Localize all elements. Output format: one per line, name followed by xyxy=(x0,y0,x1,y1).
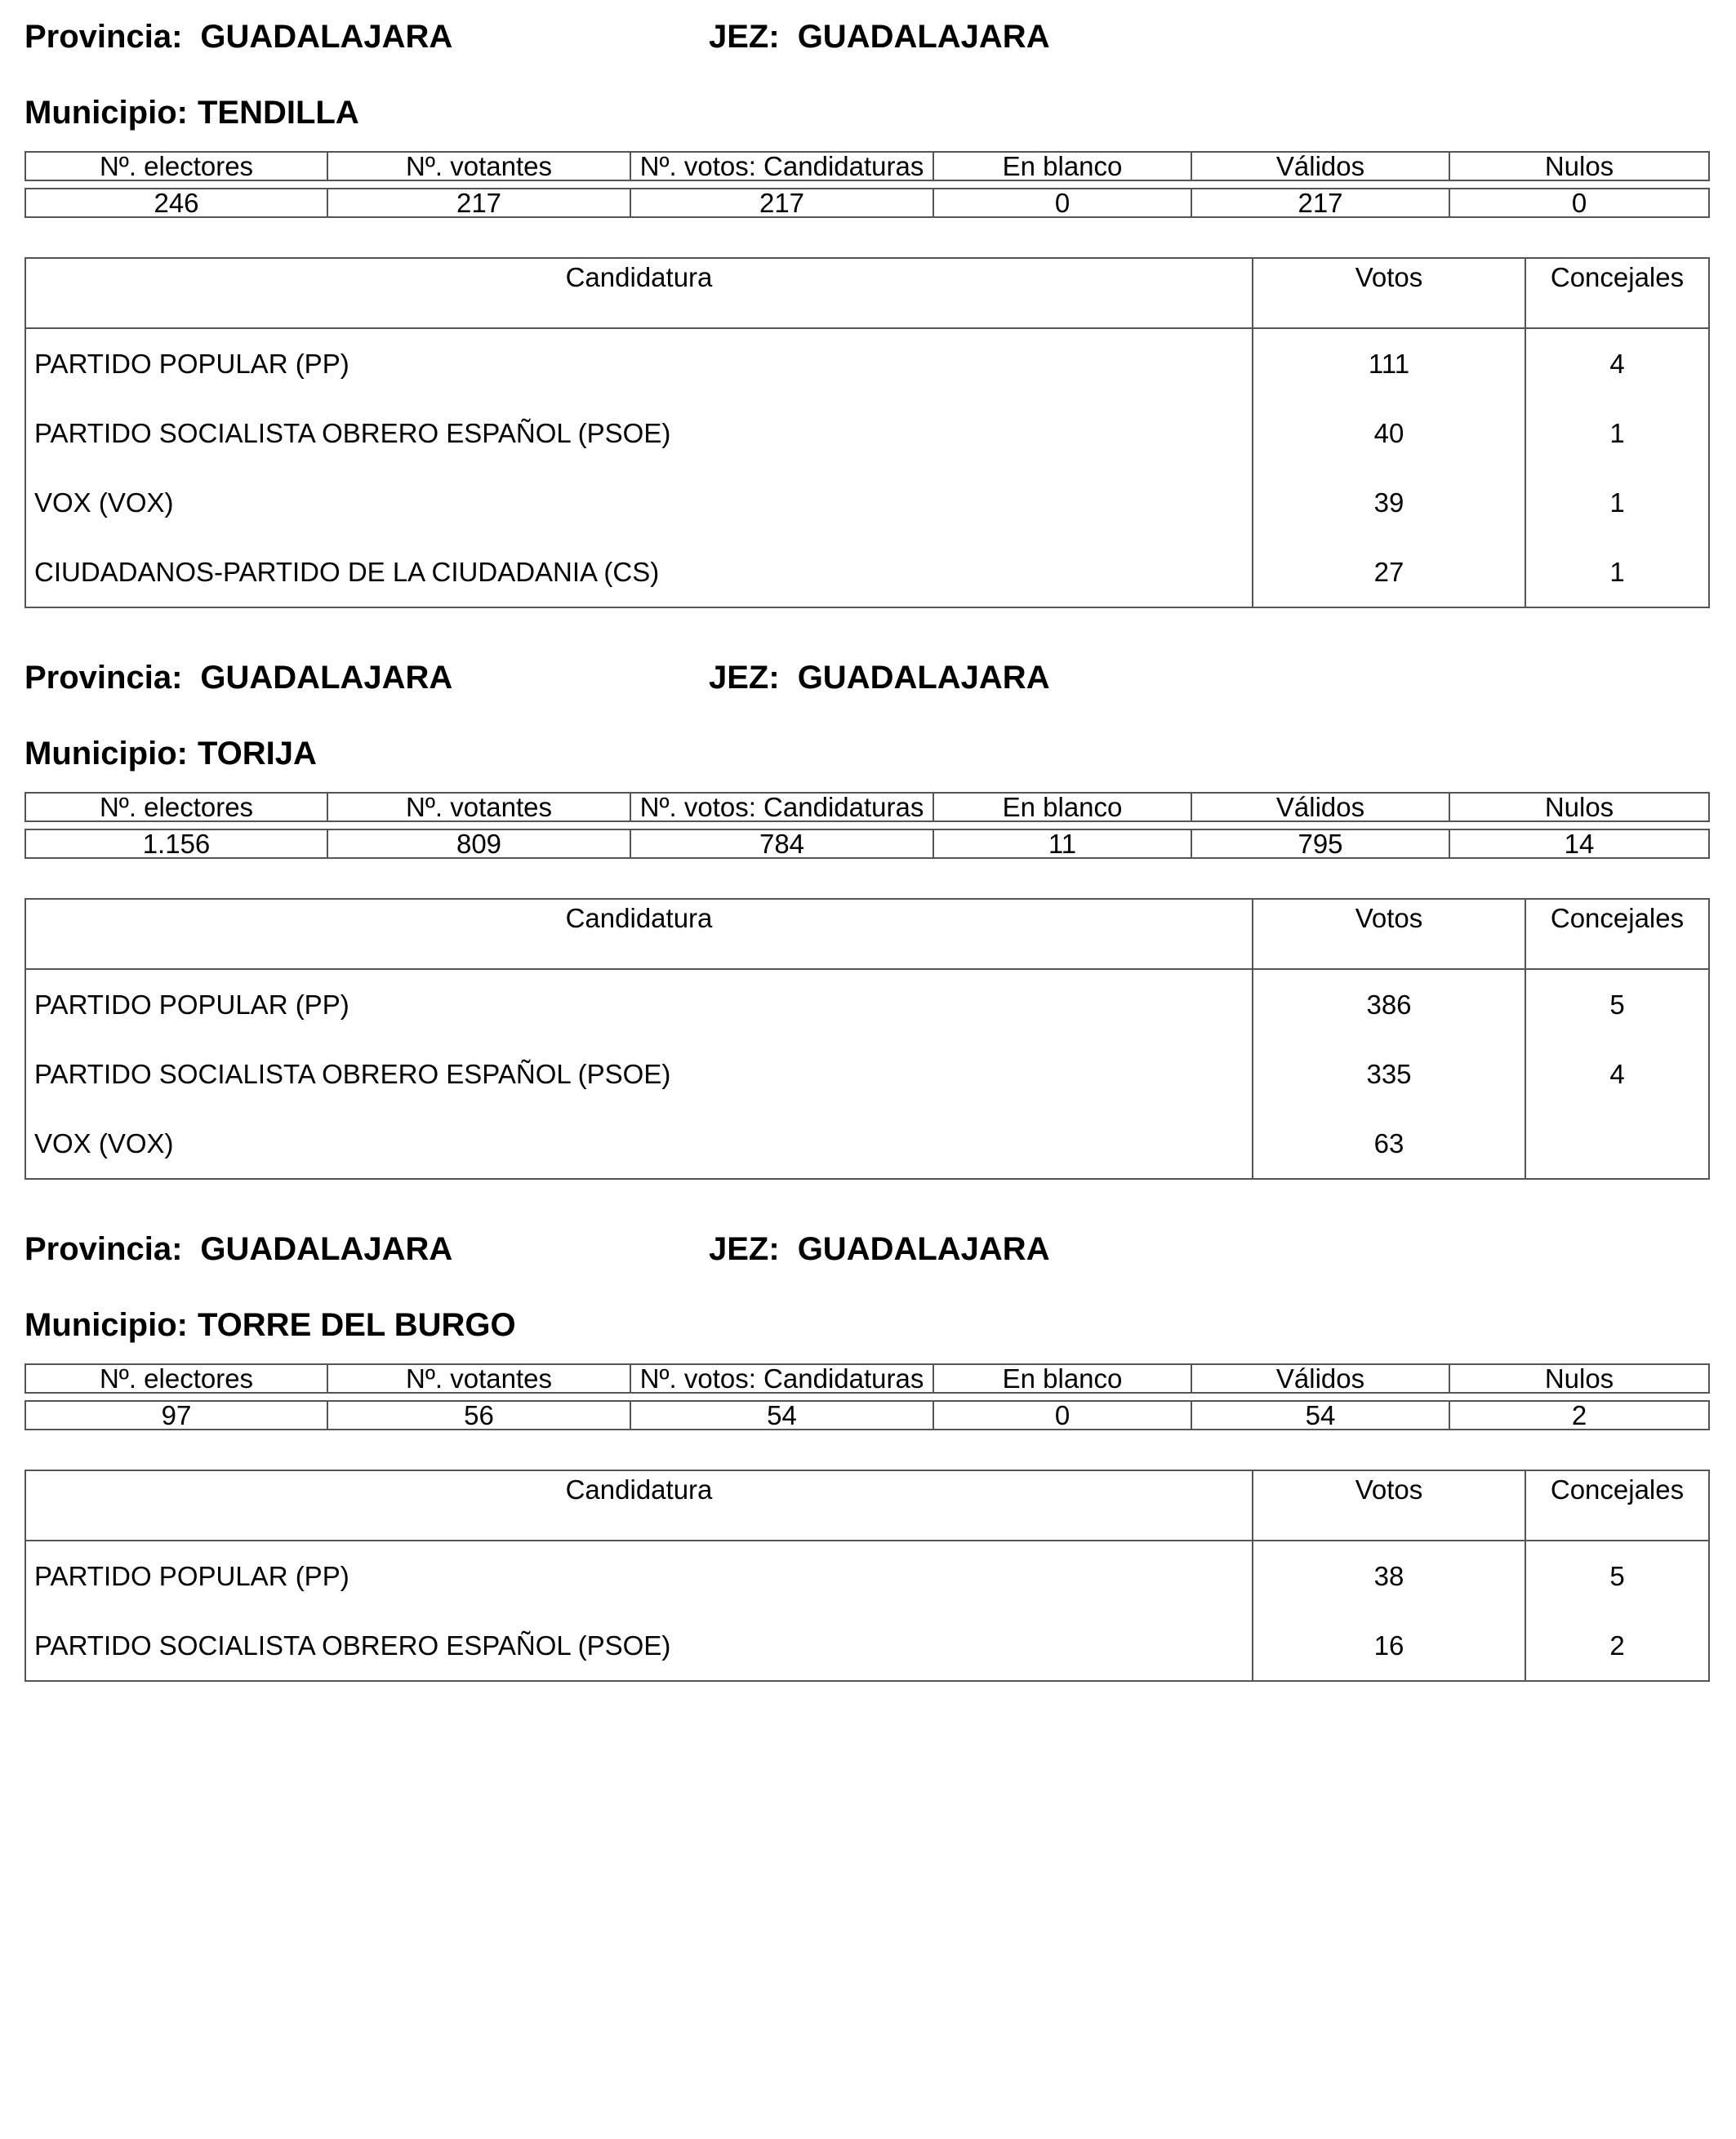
summary-value-en-blanco: 0 xyxy=(933,189,1191,217)
summary-value-votos-candidaturas: 54 xyxy=(630,1401,933,1430)
candidate-votes: 111 xyxy=(1253,328,1525,398)
candidate-votes: 335 xyxy=(1253,1039,1525,1109)
candidate-name: PARTIDO POPULAR (PP) xyxy=(25,1541,1253,1611)
summary-value-nulos: 0 xyxy=(1449,189,1709,217)
votos-header: Votos xyxy=(1253,1470,1525,1541)
summary-header-row xyxy=(25,793,1709,821)
candidate-row xyxy=(25,328,1709,398)
summary-value-votos-candidaturas: 217 xyxy=(630,189,933,217)
candidate-row xyxy=(25,1541,1709,1611)
candidates-table xyxy=(24,898,1710,1180)
candidate-row xyxy=(25,468,1709,537)
candidate-name: VOX (VOX) xyxy=(25,1109,1253,1179)
summary-value-votantes: 217 xyxy=(327,189,630,217)
candidate-name: VOX (VOX) xyxy=(25,468,1253,537)
candidates-header-row xyxy=(25,258,1709,328)
summary-spacer xyxy=(25,821,1709,829)
summary-header-votos-candidaturas: Nº. votos: Candidaturas xyxy=(630,152,933,180)
provincia-label: Provincia: xyxy=(24,1231,183,1267)
municipio-label: Municipio: xyxy=(24,1307,188,1343)
summary-header-votos-candidaturas: Nº. votos: Candidaturas xyxy=(630,1364,933,1393)
candidatura-header: Candidatura xyxy=(25,899,1253,969)
summary-value-row xyxy=(25,829,1709,858)
candidate-row xyxy=(25,537,1709,607)
municipio-label: Municipio: xyxy=(24,95,188,131)
candidate-seats xyxy=(1525,1109,1709,1179)
candidates-header-row xyxy=(25,899,1709,969)
province-line xyxy=(24,12,1708,61)
candidate-name: CIUDADANOS-PARTIDO DE LA CIUDADANIA (CS) xyxy=(25,537,1253,607)
summary-value-votantes: 56 xyxy=(327,1401,630,1430)
summary-header-en-blanco: En blanco xyxy=(933,1364,1191,1393)
summary-header-en-blanco: En blanco xyxy=(933,152,1191,180)
candidate-votes: 40 xyxy=(1253,398,1525,468)
votos-header: Votos xyxy=(1253,258,1525,328)
summary-header-validos: Válidos xyxy=(1191,1364,1449,1393)
summary-value-electores: 246 xyxy=(25,189,327,217)
summary-header-en-blanco: En blanco xyxy=(933,793,1191,821)
municipio-line xyxy=(24,729,1708,778)
summary-header-votantes: Nº. votantes xyxy=(327,793,630,821)
candidate-seats: 4 xyxy=(1609,348,1625,379)
candidate-votes: 27 xyxy=(1253,537,1525,607)
summary-value-votantes: 809 xyxy=(327,829,630,858)
candidate-seats: 1 xyxy=(1609,417,1625,448)
summary-header-nulos: Nulos xyxy=(1449,152,1709,180)
candidate-votes: 39 xyxy=(1253,468,1525,537)
summary-value-validos: 217 xyxy=(1191,189,1449,217)
summary-header-row xyxy=(25,1364,1709,1393)
summary-table xyxy=(24,1363,1710,1430)
candidate-name: PARTIDO SOCIALISTA OBRERO ESPAÑOL (PSOE) xyxy=(25,1611,1253,1681)
concejales-header: Concejales xyxy=(1525,899,1709,969)
summary-header-electores: Nº. electores xyxy=(25,793,327,821)
jez-value: GUADALAJARA xyxy=(797,19,1050,55)
candidate-name: PARTIDO SOCIALISTA OBRERO ESPAÑOL (PSOE) xyxy=(25,1039,1253,1109)
candidates-table xyxy=(24,1470,1710,1682)
candidatura-header: Candidatura xyxy=(25,1470,1253,1541)
summary-value-en-blanco: 11 xyxy=(933,829,1191,858)
provincia-label: Provincia: xyxy=(24,660,183,696)
summary-value-nulos: 14 xyxy=(1449,829,1709,858)
candidate-row xyxy=(25,1611,1709,1681)
concejales-header: Concejales xyxy=(1525,1470,1709,1541)
candidate-name: PARTIDO POPULAR (PP) xyxy=(25,328,1253,398)
summary-header-votos-candidaturas: Nº. votos: Candidaturas xyxy=(630,793,933,821)
candidate-seats: 5 xyxy=(1609,989,1625,1020)
candidate-row xyxy=(25,398,1709,468)
candidates-header-row xyxy=(25,1470,1709,1541)
candidate-seats: 4 xyxy=(1609,1058,1625,1089)
summary-spacer xyxy=(25,180,1709,189)
summary-value-validos: 795 xyxy=(1191,829,1449,858)
candidate-votes: 16 xyxy=(1253,1611,1525,1681)
candidate-name: PARTIDO POPULAR (PP) xyxy=(25,969,1253,1039)
summary-value-validos: 54 xyxy=(1191,1401,1449,1430)
summary-value-row xyxy=(25,189,1709,217)
summary-value-electores: 97 xyxy=(25,1401,327,1430)
candidate-votes: 63 xyxy=(1253,1109,1525,1179)
candidate-seats: 1 xyxy=(1609,487,1625,518)
candidatura-header: Candidatura xyxy=(25,258,1253,328)
municipio-label: Municipio: xyxy=(24,736,188,772)
summary-header-nulos: Nulos xyxy=(1449,1364,1709,1393)
provincia-value: GUADALAJARA xyxy=(200,660,453,696)
provincia-value: GUADALAJARA xyxy=(200,1231,453,1267)
jez-label: JEZ: xyxy=(709,660,780,696)
jez-value: GUADALAJARA xyxy=(797,660,1050,696)
summary-table xyxy=(24,792,1710,859)
concejales-header: Concejales xyxy=(1525,258,1709,328)
summary-table xyxy=(24,151,1710,218)
municipio-line xyxy=(24,88,1708,137)
votos-header: Votos xyxy=(1253,899,1525,969)
candidate-seats: 2 xyxy=(1609,1630,1625,1661)
province-line xyxy=(24,1225,1708,1274)
municipio-value: TORRE DEL BURGO xyxy=(197,1307,516,1343)
summary-header-row xyxy=(25,152,1709,180)
summary-header-validos: Válidos xyxy=(1191,152,1449,180)
summary-header-validos: Válidos xyxy=(1191,793,1449,821)
candidate-votes: 38 xyxy=(1253,1541,1525,1611)
summary-value-votos-candidaturas: 784 xyxy=(630,829,933,858)
candidate-seats: 1 xyxy=(1609,556,1625,587)
municipio-line xyxy=(24,1301,1708,1350)
candidate-row xyxy=(25,1109,1709,1179)
candidate-row xyxy=(25,969,1709,1039)
candidate-seats: 5 xyxy=(1609,1560,1625,1591)
municipio-value: TENDILLA xyxy=(197,95,359,131)
summary-value-row xyxy=(25,1401,1709,1430)
jez-value: GUADALAJARA xyxy=(797,1231,1050,1267)
jez-label: JEZ: xyxy=(709,1231,780,1267)
candidate-row xyxy=(25,1039,1709,1109)
summary-header-votantes: Nº. votantes xyxy=(327,152,630,180)
jez-label: JEZ: xyxy=(709,19,780,55)
summary-value-nulos: 2 xyxy=(1449,1401,1709,1430)
summary-header-electores: Nº. electores xyxy=(25,152,327,180)
summary-value-electores: 1.156 xyxy=(25,829,327,858)
summary-header-votantes: Nº. votantes xyxy=(327,1364,630,1393)
provincia-label: Provincia: xyxy=(24,19,183,55)
municipio-value: TORIJA xyxy=(197,736,317,772)
provincia-value: GUADALAJARA xyxy=(200,19,453,55)
candidate-votes: 386 xyxy=(1253,969,1525,1039)
candidates-table xyxy=(24,257,1710,608)
candidate-name: PARTIDO SOCIALISTA OBRERO ESPAÑOL (PSOE) xyxy=(25,398,1253,468)
summary-value-en-blanco: 0 xyxy=(933,1401,1191,1430)
province-line xyxy=(24,653,1708,702)
summary-spacer xyxy=(25,1393,1709,1401)
summary-header-nulos: Nulos xyxy=(1449,793,1709,821)
summary-header-electores: Nº. electores xyxy=(25,1364,327,1393)
